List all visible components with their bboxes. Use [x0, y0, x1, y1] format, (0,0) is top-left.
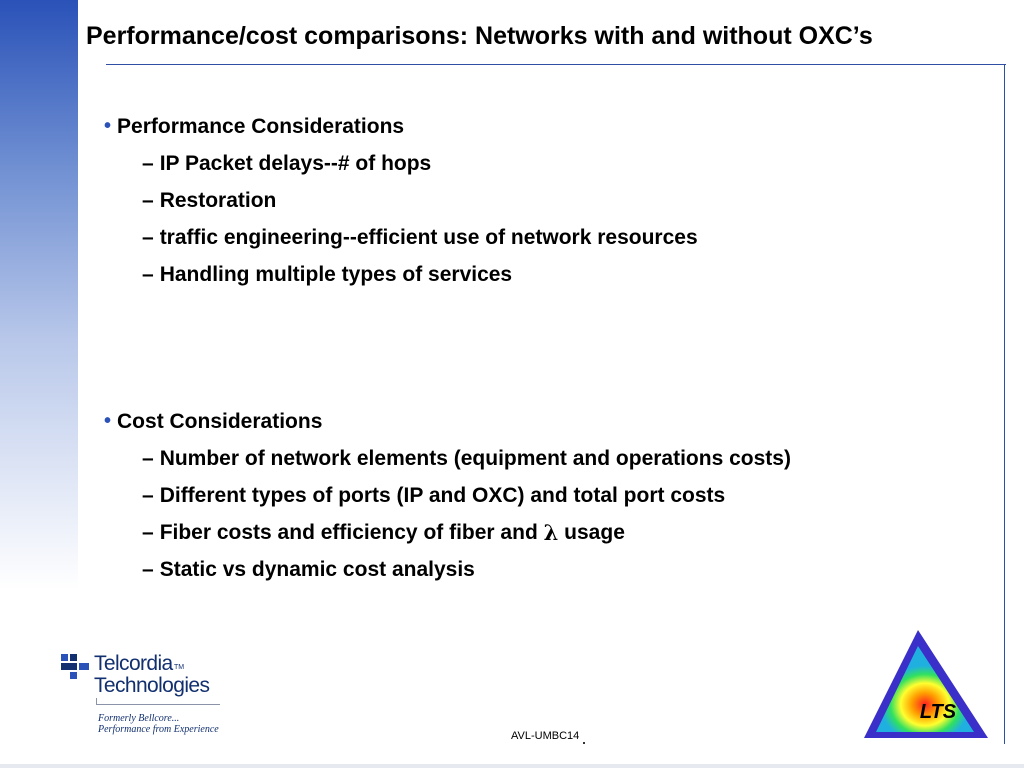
right-border-line	[1004, 64, 1005, 744]
lambda-symbol: λ	[543, 520, 559, 545]
sub-bullet-text-after: usage	[558, 520, 625, 544]
slide-title: Performance/cost comparisons: Networks with and without OXC’s	[86, 22, 873, 50]
bullet-heading	[104, 403, 791, 440]
sub-bullet	[104, 256, 698, 293]
telcordia-logo-icon	[58, 652, 92, 686]
sub-bullet	[104, 551, 791, 588]
dash-marker: –	[142, 262, 154, 286]
dash-marker: –	[142, 557, 154, 581]
dash-marker: –	[142, 483, 154, 507]
sub-bullet-text: Static vs dynamic cost analysis	[159, 557, 475, 581]
lts-label: LTS	[919, 701, 957, 723]
sub-bullet	[104, 182, 698, 219]
dash-marker: –	[142, 520, 154, 544]
logo-divider	[96, 704, 220, 705]
footer-slide-code: AVL-UMBC14	[511, 730, 580, 742]
lts-logo	[862, 628, 992, 744]
sub-bullet	[104, 145, 698, 182]
dash-marker: –	[142, 446, 154, 470]
cost-section	[104, 403, 791, 588]
sub-bullet-text: traffic engineering--efficient use of network resources	[159, 225, 698, 249]
dash-marker: –	[142, 188, 154, 212]
logo-tagline-2: Performance from Experience	[98, 724, 219, 735]
sub-bullet	[104, 514, 791, 551]
telcordia-name: Telcordia	[94, 652, 173, 675]
left-gradient-band	[0, 0, 78, 590]
footer-tick	[583, 742, 585, 744]
sub-bullet-text: Different types of ports (IP and OXC) and total port costs	[159, 483, 726, 507]
lts-triangle-icon	[862, 628, 992, 744]
technologies-name: Technologies	[94, 674, 210, 697]
trademark-mark: TM	[174, 664, 185, 671]
dash-marker: –	[142, 151, 154, 175]
sub-bullet	[104, 219, 698, 256]
sub-bullet	[104, 477, 791, 514]
dash-marker: –	[142, 225, 154, 249]
bullet-heading	[104, 108, 698, 145]
sub-bullet-text: IP Packet delays--# of hops	[159, 151, 432, 175]
performance-section	[104, 108, 698, 293]
title-underline	[106, 64, 1006, 65]
bullet-heading-text: Performance Considerations	[117, 114, 405, 138]
sub-bullet	[104, 440, 791, 477]
bullet-marker: •	[104, 115, 112, 137]
telcordia-logo	[58, 650, 228, 740]
sub-bullet-text: Number of network elements (equipment and operations costs)	[159, 446, 791, 470]
bullet-marker: •	[104, 410, 112, 432]
bullet-heading-text: Cost Considerations	[117, 409, 323, 433]
sub-bullet-text-before: Fiber costs and efficiency of fiber and	[159, 520, 544, 544]
sub-bullet-text: Handling multiple types of services	[159, 262, 513, 286]
sub-bullet-text: Restoration	[159, 188, 277, 212]
logo-tagline-1: Formerly Bellcore...	[98, 713, 180, 724]
footer-strip	[0, 764, 1024, 768]
